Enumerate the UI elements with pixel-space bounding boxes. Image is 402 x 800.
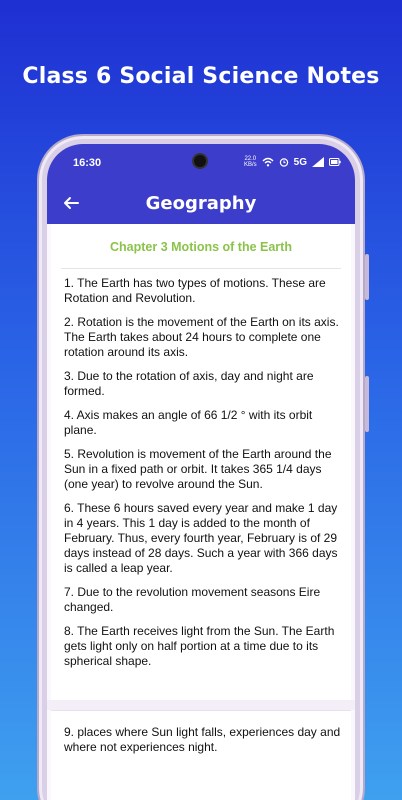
promo-headline: Class 6 Social Science Notes [22, 64, 380, 89]
signal-icon [312, 157, 324, 167]
volume-button [365, 254, 369, 300]
status-time: 16:30 [73, 157, 102, 169]
note-point: 1. The Earth has two types of motions. These are Rotation and Revolution. [64, 276, 326, 305]
chapter-title: Chapter 3 Motions of the Earth [110, 240, 292, 254]
note-point: 5. Revolution is movement of the Earth around the Sun in a fixed path or orbit. It takes 365 1/4 days (one year) to revolve around the Sun. [64, 447, 332, 491]
app-bar-title: Geography [145, 193, 257, 214]
note-point: 7. Due to the revolution movement seasons Eire changed. [64, 585, 321, 614]
note-point: 8. The Earth receives light from the Sun. The Earth gets light only on half portion at a time due to its spherical shape. [64, 624, 335, 668]
status-bar [47, 144, 355, 182]
front-camera [192, 153, 208, 169]
note-point: 6. These 6 hours saved every year and make 1 day in 4 years. This 1 day is added to the month of February. Thus, every fourth year, February is of 29 days instead of 28 days. Such a year with 366 days is called a leap year. [64, 501, 338, 575]
note-point: 3. Due to the rotation of axis, day and night are formed. [64, 369, 314, 398]
phone-screen [47, 144, 355, 800]
note-point: 9. places where Sun light falls, experiences day and where not experiences night. [64, 725, 341, 754]
card-separator [47, 700, 355, 710]
net-speed: 22.0 KB/s [243, 156, 257, 168]
note-point: 4. Axis makes an angle of 66 1/2 ° with its orbit plane. [64, 408, 313, 437]
app-bar [47, 182, 355, 224]
notes-list[interactable] [64, 276, 342, 678]
alarm-icon [279, 157, 289, 167]
status-icons [244, 156, 341, 168]
notes-card-next [51, 710, 351, 800]
wifi-icon [262, 157, 274, 167]
note-point: 2. Rotation is the movement of the Earth on its axis. The Earth takes about 24 hours to complete one rotation around its axis. [64, 315, 339, 359]
divider [61, 268, 341, 269]
network-type: 5G [293, 156, 307, 168]
battery-icon [329, 157, 341, 167]
power-button [365, 376, 369, 432]
